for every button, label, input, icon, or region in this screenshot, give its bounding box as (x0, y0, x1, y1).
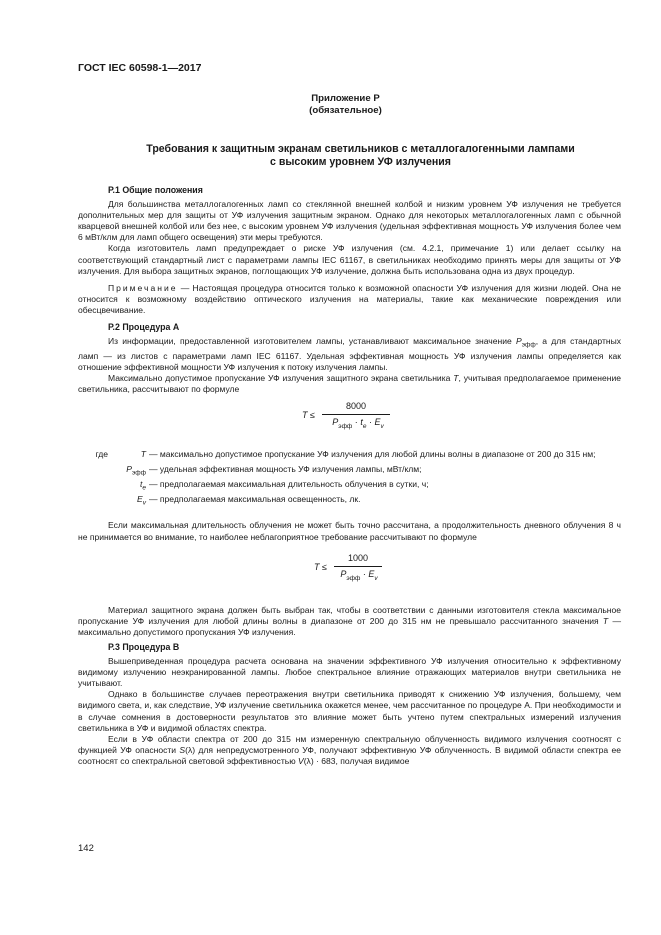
formula-denominator: $P_{эфф} \cdot E_v$ (340, 568, 378, 582)
def-text: — предполагаемая максимальная освещенность, лк. (149, 493, 361, 504)
def-lead (78, 479, 112, 494)
appendix-name: Приложение Р (311, 93, 380, 104)
appendix-status: (обязательное) (309, 105, 382, 116)
def-lead (78, 494, 112, 509)
def-lead: где (95, 449, 108, 460)
section-p2-para4 (78, 605, 621, 638)
definition-t (78, 449, 621, 464)
section-p1-para1: Для большинства металлогалогенных ламп со стеклянной внешней колбой и низким уровнем УФ излучения не требуется дополнительных мер для защиты от УФ излучения защитным экраном. Однако для некоторых металлогалогенных ламп с обычной кварцевой внешней колбой или без нее, с высоким уровнем УФ излучения (удельная эффективная мощность УФ излучения более чем 6 мВт/клм для ламп общего освещения) эти меры требуются. (78, 199, 621, 243)
standard-header: ГОСТ IEC 60598-1—2017 (78, 62, 202, 74)
appendix-heading (0, 93, 661, 117)
formula-lhs: T ≤ (314, 561, 327, 572)
note-text: — Настоящая процедура относится только к возможной опасности УФ излучения для жизни людей. Она не относится к возможному воздействию оптического излучения на материалы, такие как механические повреждения или обесцвечивание. (78, 282, 621, 315)
section-p2-heading: Р.2 Процедура А (108, 322, 180, 333)
text-run: (λ) · 683, получая видимое (303, 755, 410, 766)
section-p2-para2 (78, 373, 621, 395)
def-symbol: $P_{эфф}$ (126, 464, 146, 477)
symbol-sub: эфф (521, 341, 536, 349)
text-run: Максимально допустимое пропускание УФ излучения защитного экрана светильника (108, 373, 454, 384)
note-label: Примечание (108, 282, 178, 293)
section-p2-para3: Если максимальная длительность облучения не может быть точно рассчитана, а продолжительность дневного облучения 8 ч не принимается во внимание, то наиболее неблагоприятное требование рассчитывают по формуле (78, 520, 621, 542)
symbol-v: V (298, 755, 304, 766)
definition-te (78, 479, 621, 494)
def-lead (78, 464, 112, 479)
section-p3-para3 (78, 734, 621, 767)
formula-1 (78, 401, 621, 441)
formula-denominator: $P_{эфф} \cdot t_e \cdot E_v$ (332, 417, 384, 431)
section-p3-para2: Однако в большинстве случаев переотражения внутри светильника приводят к снижению УФ излучения, большему, чем видимого света, и, как следствие, УФ излучение светильника окажется менее, чем рассчитанное по процедуре А. При необходимости и в случае сомнения в достоверности результатов это влияние может быть учтено путем спектральных измерений излучения светильника в УФ и видимой областях спектра. (78, 689, 621, 733)
formula-numerator: 8000 (345, 401, 367, 412)
text-run: — максимально допустимого пропускания УФ излучения. (78, 615, 622, 637)
definition-ev (78, 494, 621, 509)
definitions-list (78, 449, 621, 508)
text-run: Если в УФ области спектра от 200 до 315 нм измеренную спектральную облученность видимого излучения соотносят с функцией УФ опасности (78, 733, 621, 755)
def-text: — предполагаемая максимальная длительность облучения в сутки, ч; (149, 478, 429, 489)
title-line-1: Требования к защитным экранам светильников с металлогалогенными лампами (146, 143, 575, 155)
definition-p-eff (78, 464, 621, 479)
text-run: , а для стандартных ламп — из листов с параметрами ламп IEC 61167. Удельная эффективная мощность УФ излучения лампы определяется как отношение эффективной мощности УФ излучения к потоку излучения лампы. (78, 336, 621, 373)
def-text: — удельная эффективная мощность УФ излучения лампы, мВт/клм; (149, 464, 422, 475)
fraction-bar (322, 414, 390, 415)
section-p3-para1: Вышеприведенная процедура расчета основана на значении эффективного УФ излучения относительно к эффективному видимому излучению неэкранированной лампы. Любое спектральное влияние отражающих материалов внутри светильника не учитывают. (78, 656, 621, 689)
formula-numerator: 1000 (347, 552, 369, 563)
fraction-bar (334, 566, 382, 567)
def-symbol: $t_e$ (140, 478, 146, 492)
symbol-t: T (453, 373, 459, 384)
section-p2-para1 (78, 336, 621, 373)
text-run: Из информации, предоставленной изготовителем лампы, устанавливают максимальное значение (108, 336, 516, 347)
document-title (100, 143, 621, 169)
section-p1-para2: Когда изготовитель ламп предупреждает о риске УФ излучения (см. 4.2.1, примечание 1) или делает ссылку на соответствующий стандартный лист с параметрами лампы IEC 61167, в светильниках необходимо принять меры для защиты от УФ излучения. Для выбора защитных экранов, поглощающих УФ излучение, должна быть использована одна из двух процедур. (78, 243, 621, 276)
text-run: (λ) для непредусмотренного УФ, получают эффективную УФ облученность. В видимой области спектра ее соотносят со спектральной световой эффективностью (78, 744, 621, 766)
page-number: 142 (78, 843, 94, 854)
text-run: , учитывая предполагаемое применение светильника, рассчитывают по формуле (78, 373, 622, 395)
def-symbol: $E_v$ (137, 493, 146, 507)
section-p1-heading: Р.1 Общие положения (108, 185, 203, 195)
formula-lhs: T ≤ (302, 410, 315, 421)
text-run: Материал защитного экрана должен быть выбран так, чтобы в соответствии с данными изготовителя стекла максимальное пропускание УФ излучения для любой длины волны в диапазоне от 200 до 315 нм не превышало рассчитанного значения (78, 604, 621, 626)
formula-2 (78, 553, 621, 593)
symbol-s: S (179, 744, 186, 755)
document-body (78, 185, 621, 767)
symbol-t: T (602, 615, 609, 626)
section-p3-heading: Р.3 Процедура В (108, 641, 180, 652)
def-text: — максимально допустимое пропускание УФ излучения для любой длины волны в диапазоне от 200 до 315 нм; (149, 449, 596, 460)
title-line-2: с высоким уровнем УФ излучения (270, 156, 451, 168)
def-symbol: T (140, 449, 146, 460)
symbol-p: P (515, 336, 522, 347)
section-p1-note (78, 283, 621, 316)
